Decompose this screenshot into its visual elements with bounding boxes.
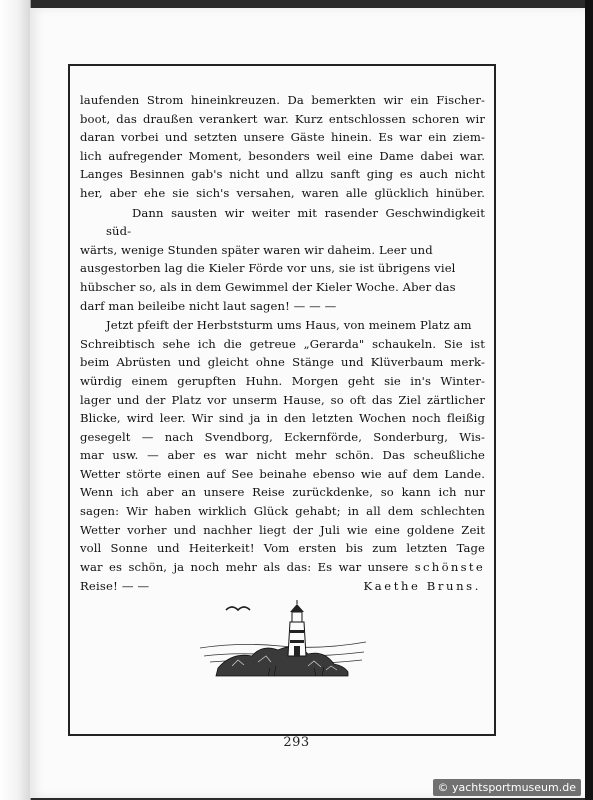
book-left-page-edge <box>0 0 31 800</box>
text-line: ausgestorben lag die Kieler Förde vor uns, sie ist übrigens viel <box>80 261 456 276</box>
text-line: Dann sausten wir weiter mit rasender Geschwindigkeit süd- <box>106 205 485 239</box>
text-line: lager und der Platz vor unserm Hause, so oft das Ziel zärtlicher <box>80 392 485 407</box>
text-line: hübscher so, als in dem Gewimmel der Kieler Woche. Aber das <box>80 279 456 294</box>
copyright-watermark[interactable]: © yachtsportmuseum.de <box>433 779 581 796</box>
text-line: daran vorbei und setzten unsere Gäste hinein. Es war ein ziem- <box>80 130 485 145</box>
closing-text: Reise! — — <box>80 579 150 594</box>
page-text-block <box>80 91 485 596</box>
text-line: würdig einem gerupften Huhn. Morgen geht sie in's Winter- <box>80 373 485 388</box>
author-signature: Kaethe Bruns. <box>363 579 481 594</box>
text-line: voll Sonne und Heiterkeit! Vom ersten bis zum letzten Tage <box>80 541 485 556</box>
text-line: Blicke, wird leer. Wir sind ja in den letzten Wochen noch fleißig <box>80 411 485 426</box>
text-line: her, aber ehe sie sich's versahen, waren alle glücklich hinüber. <box>80 185 485 200</box>
paragraph-2 <box>80 204 485 316</box>
lighthouse-vignette-icon <box>198 596 368 686</box>
closing-line <box>80 577 485 596</box>
seagull-icon <box>226 607 250 610</box>
text-line: sagen: Wir haben wirklich Glück gehabt; in all dem schlechten <box>80 504 485 519</box>
text-line: wärts, wenige Stunden später waren wir daheim. Leer und <box>80 242 433 257</box>
text-line: Wetter störte einen auf See beinahe ebenso wie auf dem Lande. <box>80 466 485 481</box>
text-line: Wetter vorher und nachher liegt der Juli wie eine goldene Zeit <box>80 522 485 537</box>
text-line: lich aufregender Moment, besonders weil eine Dame dabei war. <box>80 148 485 163</box>
text-line: Langes Besinnen gab's nicht und allzu sanft ging es auch nicht <box>80 167 485 182</box>
text-line: mar usw. — aber es war nicht mehr schön. Das scheußliche <box>80 448 485 463</box>
text-line: Schreibtisch sehe ich die getreue „Gerarda" schaukeln. Sie ist <box>80 336 485 351</box>
text-line: gesegelt — nach Svendborg, Eckernförde, Sonderburg, Wis- <box>80 429 485 444</box>
text-line: darf man beileibe nicht laut sagen! — — — <box>80 298 337 313</box>
text-line: Wenn ich aber an unsere Reise zurückdenke, so kann ich nur <box>80 485 485 500</box>
lighthouse-icon <box>288 600 306 656</box>
emphasized-word: schönste <box>414 559 485 574</box>
page-number: 293 <box>283 735 310 750</box>
text-line: Jetzt pfeift der Herbststurm ums Haus, von meinem Platz am <box>106 318 472 333</box>
paragraph-3 <box>80 316 485 576</box>
text-line: boot, das draußen verankert war. Kurz entschlossen schoren wir <box>80 111 485 126</box>
text-line: beim Abrüsten und gleicht ohne Stänge und Klüverbaum merk- <box>80 355 485 370</box>
paragraph-1 <box>80 91 485 203</box>
text-line: war es schön, ja noch mehr als das: Es war unsere <box>80 559 409 574</box>
text-line: laufenden Strom hineinkreuzen. Da bemerkten wir ein Fischer- <box>80 93 485 107</box>
book-right-edge <box>585 0 593 800</box>
